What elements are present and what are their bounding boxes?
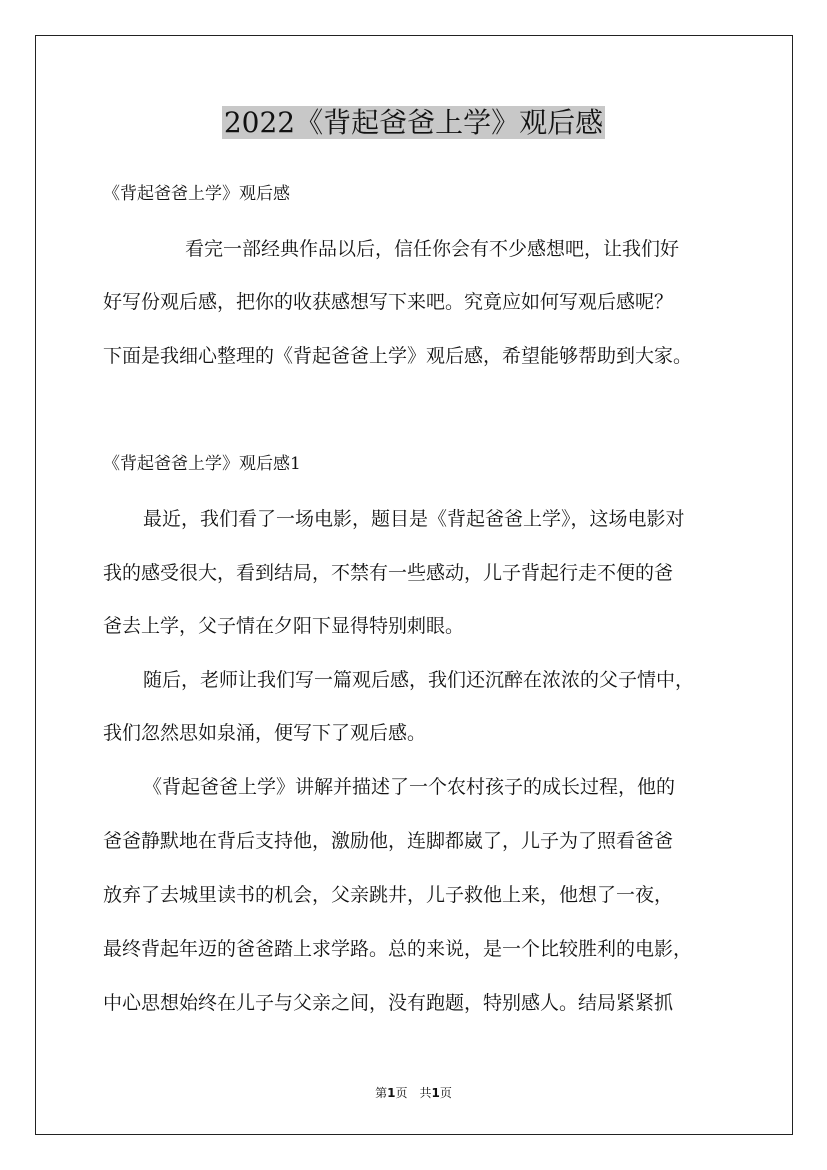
footer-page-suffix: 页 <box>439 1086 452 1100</box>
page-footer <box>0 1084 827 1101</box>
footer-page-current: 1 <box>387 1086 396 1100</box>
body-line-4: 随后，老师让我们写一篇观后感，我们还沉醉在浓浓的父子情中， <box>143 669 695 691</box>
body-line-1: 最近，我们看了一场电影，题目是《背起爸爸上学》，这场电影对 <box>143 508 685 530</box>
body-line-5: 我们忽然思如泉涌，便写下了观后感。 <box>103 722 427 744</box>
heading-main: 《背起爸爸上学》观后感 <box>103 184 290 204</box>
intro-line-1: 看完一部经典作品以后，信任你会有不少感想吧，让我们好 <box>185 238 680 260</box>
body-line-8: 放弃了去城里读书的机会，父亲跳井，儿子救他上来，他想了一夜， <box>103 884 674 906</box>
document-title: 2022《背起爸爸上学》观后感 <box>223 106 604 139</box>
body-line-7: 爸爸静默地在背后支持他，激励他，连脚都崴了，儿子为了照看爸爸 <box>103 830 674 852</box>
body-line-3: 爸去上学，父子情在夕阳下显得特别刺眼。 <box>103 615 465 637</box>
heading-section-1: 《背起爸爸上学》观后感1 <box>103 454 301 474</box>
intro-line-3: 下面是我细心整理的《背起爸爸上学》观后感，希望能够帮助到大家。 <box>103 345 693 367</box>
body-line-9: 最终背起年迈的爸爸踏上求学路。总的来说，是一个比较胜利的电影， <box>103 938 693 960</box>
intro-line-2: 好写份观后感，把你的收获感想写下来吧。究竟应如何写观后感呢？ <box>103 291 674 313</box>
footer-page-mid: 页 共 <box>395 1086 432 1100</box>
body-line-10: 中心思想始终在儿子与父亲之间，没有跑题，特别感人。结局紧紧抓 <box>103 992 674 1014</box>
document-title-wrapper <box>0 104 827 142</box>
footer-page-total: 1 <box>431 1086 440 1100</box>
body-line-2: 我的感受很大，看到结局，不禁有一些感动，儿子背起行走不便的爸 <box>103 562 674 584</box>
footer-page-prefix: 第 <box>375 1086 388 1100</box>
body-line-6: 《背起爸爸上学》讲解并描述了一个农村孩子的成长过程，他的 <box>143 776 676 798</box>
